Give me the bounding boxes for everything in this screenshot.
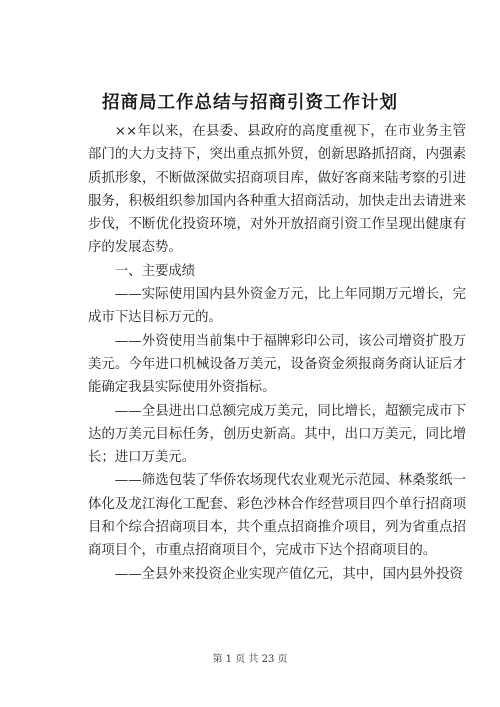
paragraph-key-projects: ——筛选包装了华侨农场现代农业观光示范园、林桑浆纸一体化及龙江海化工配套、彩色沙林合作经营项目四个单行招商项目和个综合招商项目本，共个重点招商推介项目，列为省重点招商项目个，市重点招商项目个，完成市下达个招商项目的。	[88, 473, 466, 559]
paragraph-foreign-capital: ——外资使用当前集中于福牌彩印公司，该公司增资扩股万美元。今年进口机械设备万美元，设备资金须报商务商认证后才能确定我县实际使用外资指标。	[88, 333, 466, 396]
document-title: 招商局工作总结与招商引资工作计划	[102, 93, 398, 113]
paragraph-import-export: ——全县进出口总额完成万美元，同比增长，超额完成市下达的万美元目标任务，创历史新高。其中，出口万美元，同比增长；进口万美元。	[88, 403, 466, 466]
paragraph-domestic-investment: ——实际使用国内县外资金万元，比上年同期万元增长，完成市下达目标万元的。	[88, 287, 466, 326]
section-heading-main-achievements: 一、主要成绩	[114, 263, 196, 279]
paragraph-intro: ××年以来，在县委、县政府的高度重视下，在市业务主管部门的大力支持下，突出重点抓外贸，创新思路抓招商，内强素质抓形象，不断做深做实招商项目库，做好客商来陆考察的引进服务，积极组织参加国内各种重大招商活动，加快走出去请进来步伐，不断优化投资环境，对外开放招商引资工作呈现出健康有序的发展态势。	[88, 124, 466, 256]
paragraph-output-value: ——全县外来投资企业实现产值亿元，其中，国内县外投资	[114, 566, 463, 582]
page-number-footer: 第 1 页 共 23 页	[212, 654, 288, 665]
document-body	[88, 120, 466, 586]
